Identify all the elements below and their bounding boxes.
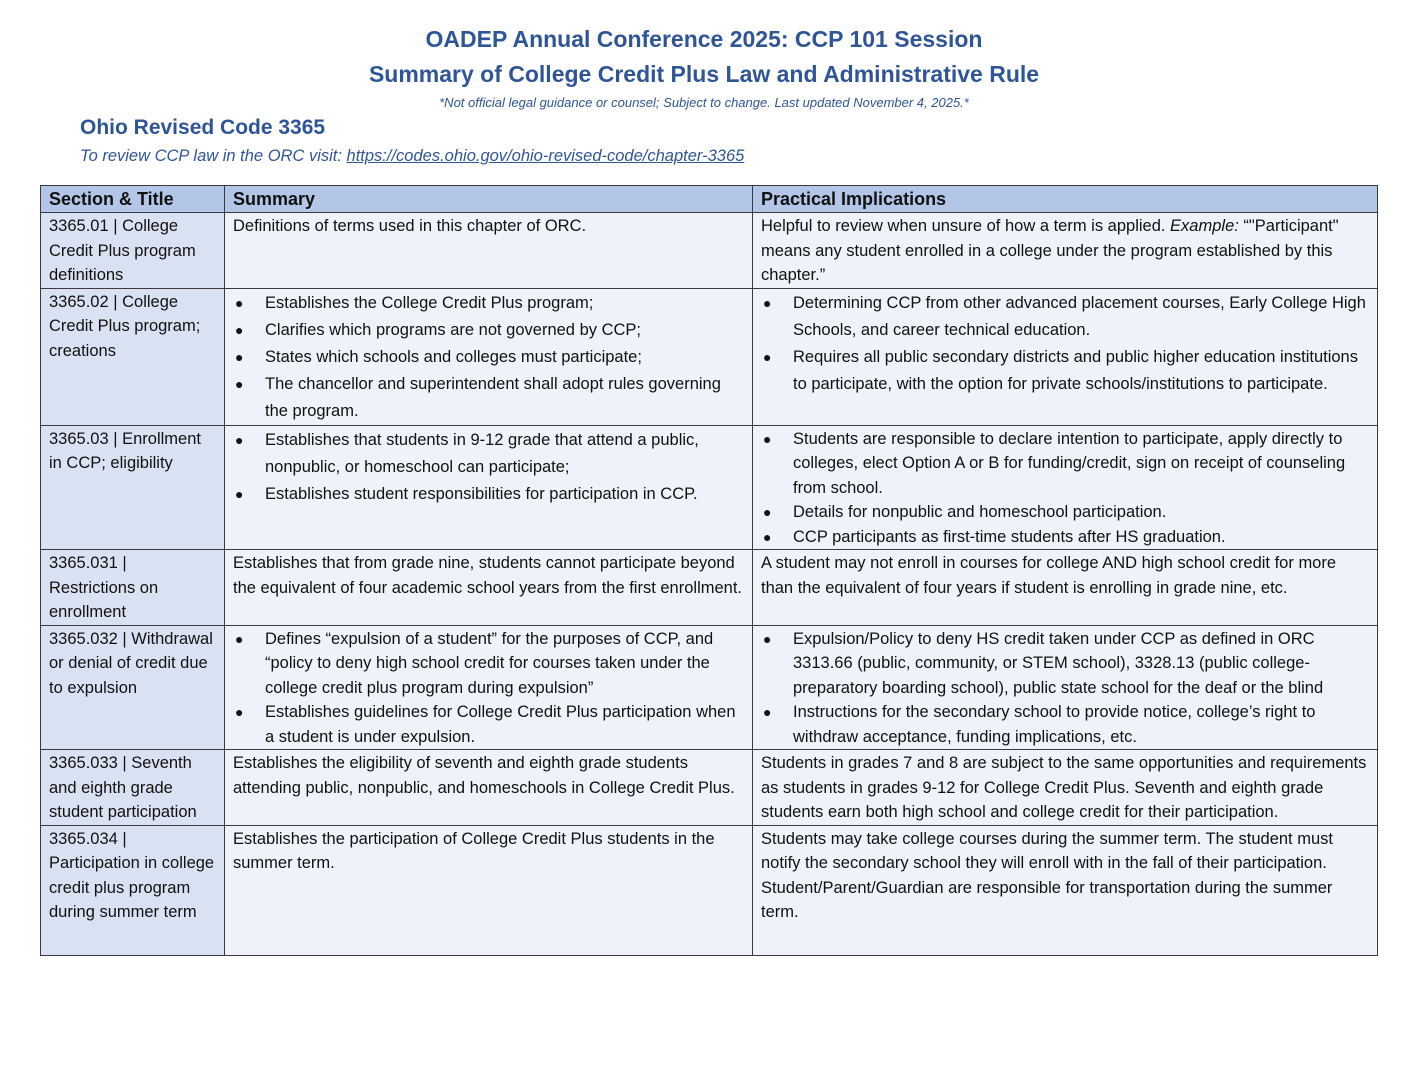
list-item: ● Establishes student responsibilities for participation in CCP. <box>233 481 744 508</box>
implications-cell: Students in grades 7 and 8 are subject to the same opportunities and requirements as students in grades 9-12 for College Credit Plus. Seventh and eighth grade students earn both high school and college credit for their participation. <box>753 750 1378 826</box>
table-row <box>41 625 1378 750</box>
bullet-icon: ● <box>763 348 772 365</box>
bullet-icon: ● <box>763 630 772 647</box>
section-title-cell: 3365.03 | Enrollment in CCP; eligibility <box>41 425 225 550</box>
bullet-icon: ● <box>235 348 244 365</box>
section-heading: Ohio Revised Code 3365 <box>80 116 326 139</box>
list-item: ● The chancellor and superintendent shall adopt rules governing the program. <box>233 371 744 425</box>
bullet-icon: ● <box>235 375 244 392</box>
section-title-cell: 3365.02 | College Credit Plus program; creations <box>41 288 225 425</box>
implications-cell: A student may not enroll in courses for college AND high school credit for more than the equivalent of four years if student is enrolling in grade nine, etc. <box>753 550 1378 626</box>
list-item: ● Establishes that students in 9-12 grade that attend a public, nonpublic, or homeschool can participate; <box>233 427 744 481</box>
column-header-summary: Summary <box>225 186 753 213</box>
implications-cell <box>753 625 1378 750</box>
summary-cell: Establishes that from grade nine, students cannot participate beyond the equivalent of four academic school years from the first enrollment. <box>225 550 753 626</box>
summary-cell: Establishes the eligibility of seventh and eighth grade students attending public, nonpublic, and homeschools in College Credit Plus. <box>225 750 753 826</box>
table-row <box>41 425 1378 550</box>
table-row <box>41 750 1378 826</box>
implications-cell <box>753 425 1378 550</box>
bullet-icon: ● <box>763 704 772 720</box>
document-subtitle: Summary of College Credit Plus Law and Administrative Rule <box>368 61 1040 87</box>
orc-summary-table <box>40 185 1378 956</box>
bullet-icon: ● <box>763 430 772 447</box>
table-row <box>41 213 1378 289</box>
list-item: ● Clarifies which programs are not governed by CCP; <box>233 317 744 344</box>
section-title-cell: 3365.034 | Participation in college credit plus program during summer term <box>41 825 225 955</box>
document-title: OADEP Annual Conference 2025: CCP 101 Session <box>425 26 983 52</box>
review-line <box>80 147 744 166</box>
summary-cell: Definitions of terms used in this chapter of ORC. <box>225 213 753 289</box>
bullet-icon: ● <box>235 485 244 502</box>
implications-example-text: “"Participant" means any student enrolled in a college under the program established by this chapter.” <box>761 217 1339 284</box>
column-header-implications: Practical Implications <box>753 186 1378 213</box>
list-item: ● Requires all public secondary districts and public higher education institutions to participate, with the option for private schools/institutions to participate. <box>761 344 1369 398</box>
summary-cell <box>225 288 753 425</box>
column-header-section: Section & Title <box>41 186 225 213</box>
implications-cell: Students may take college courses during the summer term. The student must notify the secondary school they will enroll with in the fall of their participation. Student/Parent/Guardian are responsible for transportation during the summer term. <box>753 825 1378 955</box>
orc-chapter-link[interactable]: https://codes.ohio.gov/ohio-revised-code/chapter-3365 <box>346 147 745 165</box>
section-title-cell: 3365.033 | Seventh and eighth grade student participation <box>41 750 225 826</box>
summary-cell: Establishes the participation of College Credit Plus students in the summer term. <box>225 825 753 955</box>
section-title-cell: 3365.032 | Withdrawal or denial of credit due to expulsion <box>41 625 225 750</box>
bullet-icon: ● <box>235 294 244 311</box>
list-item: ● States which schools and colleges must participate; <box>233 344 744 371</box>
list-item: ● CCP participants as first-time students after HS graduation. <box>761 525 1369 550</box>
implications-text: Helpful to review when unsure of how a term is applied. <box>761 217 1171 235</box>
review-prefix: To review CCP law in the ORC visit: <box>80 147 347 165</box>
bullet-icon: ● <box>235 321 244 338</box>
list-item: ● Determining CCP from other advanced placement courses, Early College High Schools, and career technical education. <box>761 290 1369 344</box>
implications-example-label: Example: <box>1170 217 1239 235</box>
bullet-icon: ● <box>235 630 244 647</box>
section-title-cell: 3365.01 | College Credit Plus program definitions <box>41 213 225 289</box>
bullet-icon: ● <box>235 704 244 720</box>
implications-cell <box>753 213 1378 289</box>
list-item: ● Establishes the College Credit Plus program; <box>233 290 744 317</box>
table-row <box>41 825 1378 955</box>
list-item: ● Instructions for the secondary school to provide notice, college’s right to withdraw acceptance, funding implications, etc. <box>761 700 1369 749</box>
section-title-cell: 3365.031 | Restrictions on enrollment <box>41 550 225 626</box>
table-header-row <box>41 186 1378 213</box>
bullet-icon: ● <box>763 504 772 520</box>
summary-cell <box>225 425 753 550</box>
list-item: ● Expulsion/Policy to deny HS credit taken under CCP as defined in ORC 3313.66 (public, community, or STEM school), 3328.13 (public college-preparatory boarding school), public state school for the deaf or the blind <box>761 627 1369 701</box>
bullet-icon: ● <box>235 431 244 448</box>
list-item: ● Students are responsible to declare intention to participate, apply directly to colleges, elect Option A or B for funding/credit, sign on receipt of counseling from school. <box>761 427 1369 501</box>
disclaimer-note: *Not official legal guidance or counsel; Subject to change. Last updated November 4, 2025.* <box>439 95 969 110</box>
list-item: ● Details for nonpublic and homeschool participation. <box>761 500 1369 525</box>
summary-cell <box>225 625 753 750</box>
list-item: ● Defines “expulsion of a student” for the purposes of CCP, and “policy to deny high school credit for courses taken under the college credit plus program during expulsion” <box>233 627 744 701</box>
table-row <box>41 288 1378 425</box>
implications-cell <box>753 288 1378 425</box>
list-item: ● Establishes guidelines for College Credit Plus participation when a student is under expulsion. <box>233 700 744 749</box>
bullet-icon: ● <box>763 528 772 545</box>
table-row <box>41 550 1378 626</box>
bullet-icon: ● <box>763 294 772 311</box>
